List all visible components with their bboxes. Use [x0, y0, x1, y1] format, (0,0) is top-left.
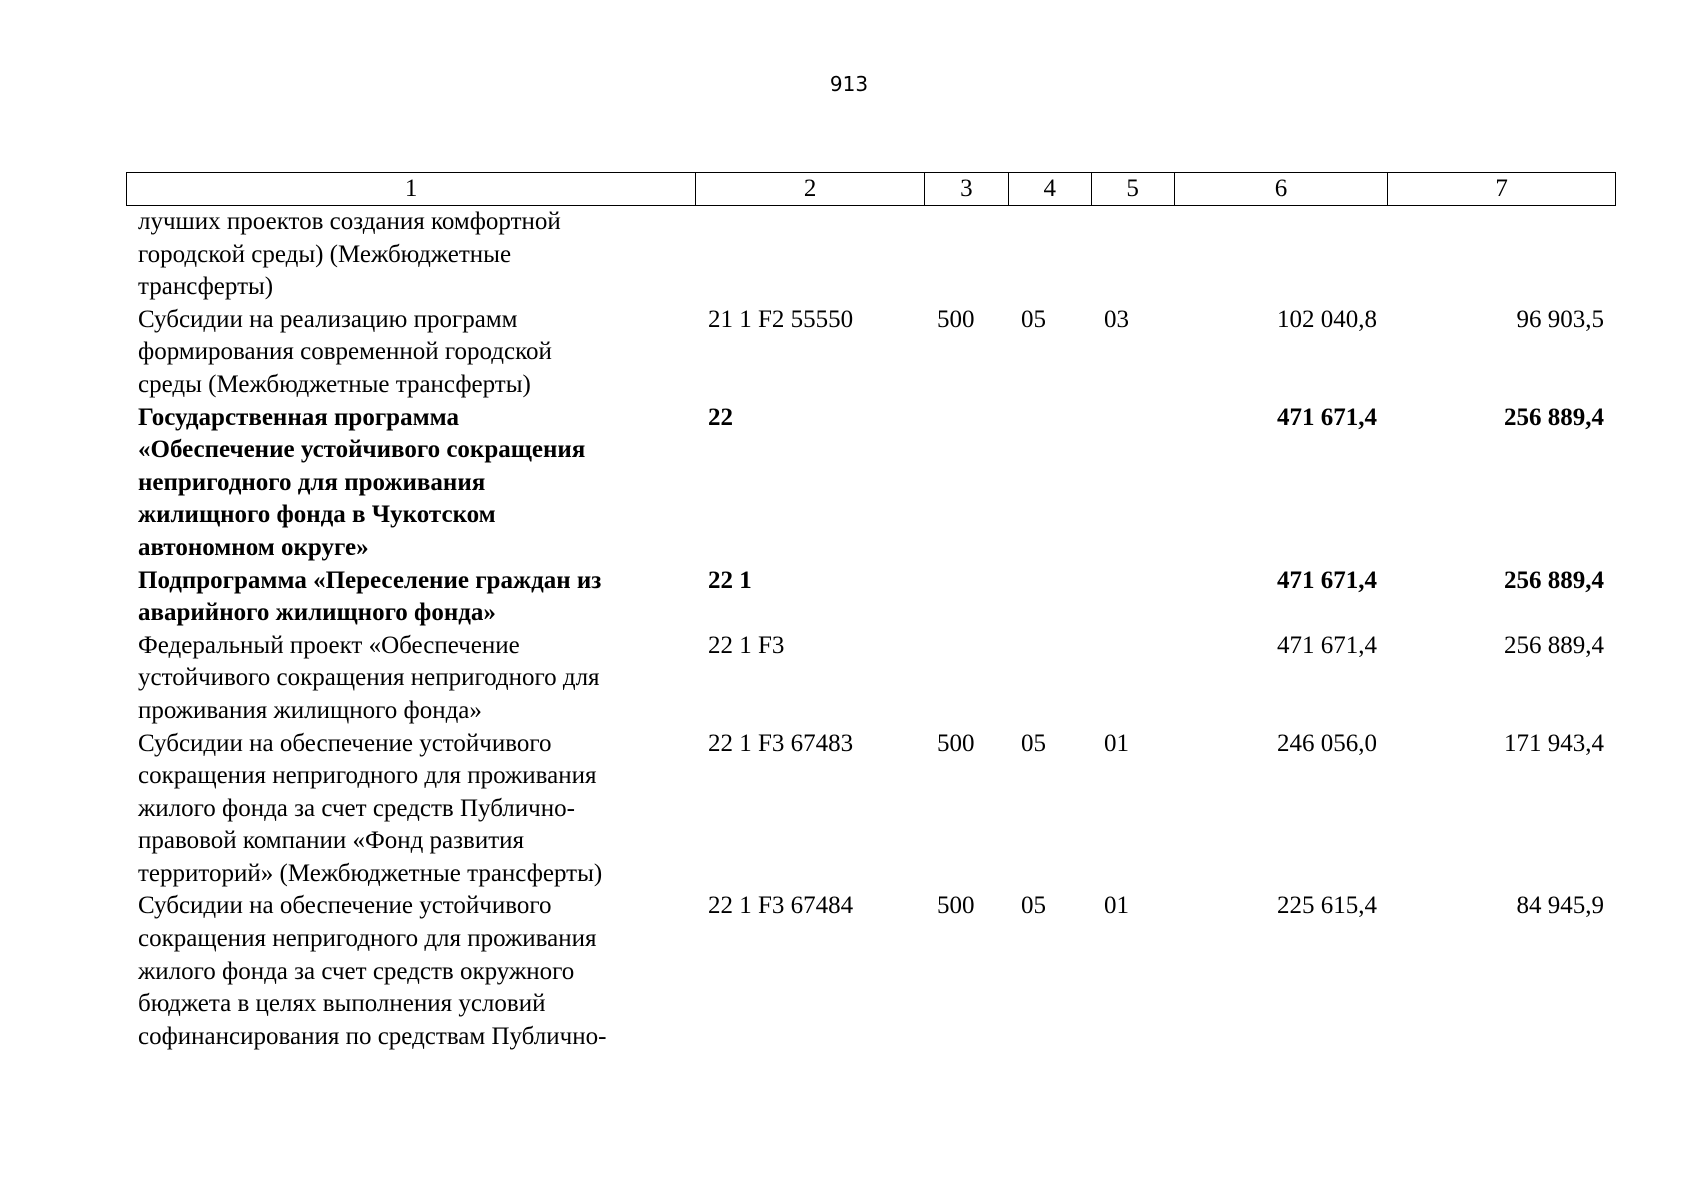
table-row	[126, 890, 1616, 1053]
row-col5-cell: 01	[1104, 892, 1129, 920]
row-col3-cell	[925, 206, 1009, 304]
table-row	[126, 630, 1616, 728]
row-col4-cell: 05	[1021, 305, 1046, 333]
row-col3-cell	[925, 630, 1009, 728]
row-name-line: Подпрограмма «Переселение граждан из	[138, 566, 602, 594]
row-name-line: среды (Межбюджетные трансферты)	[138, 370, 531, 398]
row-name-line: сокращения непригодного для проживания	[138, 925, 597, 953]
row-name-line: Государственная программа	[138, 403, 459, 431]
row-code-cell: 22 1 F3 67483	[708, 729, 854, 757]
row-col4-cell	[1009, 402, 1092, 565]
row-col5-cell	[1092, 565, 1175, 630]
row-col7-cell: 256 889,4	[1504, 566, 1604, 594]
row-name-line: правовой компании «Фонд развития	[138, 827, 525, 855]
row-col6-cell: 102 040,8	[1277, 305, 1377, 333]
table-body	[126, 206, 1616, 1053]
row-name-line: Субсидии на обеспечение устойчивого	[138, 892, 552, 920]
row-name-line: формирования современной городской	[138, 338, 552, 366]
row-name-line: Субсидии на реализацию программ	[138, 305, 518, 333]
header-col-7: 7	[1495, 175, 1508, 202]
row-name-line: Федеральный проект «Обеспечение	[138, 631, 520, 659]
row-name-line: «Обеспечение устойчивого сокращения	[138, 436, 586, 464]
row-col5-cell: 01	[1104, 729, 1129, 757]
row-name-cell	[126, 206, 696, 304]
row-name-line: софинансирования по средствам Публично-	[138, 1022, 607, 1050]
row-name-line: территорий» (Межбюджетные трансферты)	[138, 859, 603, 887]
header-col-5: 5	[1092, 173, 1175, 205]
row-code-cell: 22 1 F3 67484	[708, 892, 854, 920]
row-name-line: устойчивого сокращения непригодного для	[138, 664, 600, 692]
table-row	[126, 728, 1616, 891]
row-name-line: жилого фонда за счет средств окружного	[138, 957, 575, 985]
header-col-1: 1	[127, 173, 696, 205]
row-col7-cell	[1389, 206, 1616, 304]
row-col6-cell: 246 056,0	[1277, 729, 1377, 757]
row-name-line: лучших проектов создания комфортной	[138, 208, 561, 235]
row-col5-cell	[1092, 402, 1175, 565]
table-row	[126, 565, 1616, 630]
budget-table	[126, 172, 1616, 1053]
row-name-cell	[126, 402, 696, 565]
row-name-line: жилищного фонда в Чукотском	[138, 501, 496, 529]
row-name-line: бюджета в целях выполнения условий	[138, 990, 546, 1018]
row-col7-cell: 96 903,5	[1516, 305, 1604, 333]
row-name-line: аварийного жилищного фонда»	[138, 599, 496, 627]
row-name-line: Субсидии на обеспечение устойчивого	[138, 729, 552, 757]
row-name-cell	[126, 304, 696, 402]
table-header	[126, 172, 1616, 206]
row-col7-cell: 256 889,4	[1504, 403, 1604, 431]
row-col4-cell	[1009, 630, 1092, 728]
table-row	[126, 304, 1616, 402]
row-name-line: городской среды) (Межбюджетные	[138, 240, 512, 268]
table-row	[126, 206, 1616, 304]
row-code-cell: 22 1	[708, 566, 752, 594]
row-name-cell	[126, 630, 696, 728]
header-col-4: 4	[1009, 173, 1092, 205]
row-col6-cell: 471 671,4	[1277, 566, 1377, 594]
row-code-cell	[696, 206, 925, 304]
row-col5-cell	[1092, 206, 1175, 304]
row-name-cell	[126, 728, 696, 891]
row-name-line: сокращения непригодного для проживания	[138, 762, 597, 790]
row-name-line: автономном округе»	[138, 533, 369, 561]
row-col3-cell: 500	[937, 729, 975, 757]
row-name-line: жилого фонда за счет средств Публично-	[138, 794, 575, 822]
row-col7-cell: 256 889,4	[1504, 631, 1604, 659]
row-col7-cell: 171 943,4	[1504, 729, 1604, 757]
row-col3-cell: 500	[937, 892, 975, 920]
row-col6-cell: 471 671,4	[1277, 631, 1377, 659]
row-name-cell	[126, 565, 696, 630]
header-col-6: 6	[1175, 173, 1389, 205]
row-col6-cell: 471 671,4	[1277, 403, 1377, 431]
row-col6-cell	[1175, 206, 1389, 304]
row-col4-cell: 05	[1021, 892, 1046, 920]
row-col6-cell: 225 615,4	[1277, 892, 1377, 920]
row-col4-cell: 05	[1021, 729, 1046, 757]
header-col-2: 2	[696, 173, 925, 205]
row-col5-cell: 03	[1104, 305, 1129, 333]
row-col3-cell	[925, 402, 1009, 565]
row-name-line: непригодного для проживания	[138, 468, 486, 496]
row-name-line: трансферты)	[138, 273, 274, 301]
row-col5-cell	[1092, 630, 1175, 728]
row-name-cell	[126, 890, 696, 1053]
table-row	[126, 402, 1616, 565]
row-code-cell: 22 1 F3	[708, 631, 785, 659]
row-col4-cell	[1009, 565, 1092, 630]
row-col4-cell	[1009, 206, 1092, 304]
row-col3-cell: 500	[937, 305, 975, 333]
row-name-line: проживания жилищного фонда»	[138, 696, 482, 724]
row-col3-cell	[925, 565, 1009, 630]
header-col-3: 3	[925, 173, 1009, 205]
row-col7-cell: 84 945,9	[1516, 892, 1604, 920]
row-code-cell: 21 1 F2 55550	[708, 305, 854, 333]
page-number: 913	[829, 72, 869, 96]
row-code-cell: 22	[708, 403, 733, 431]
